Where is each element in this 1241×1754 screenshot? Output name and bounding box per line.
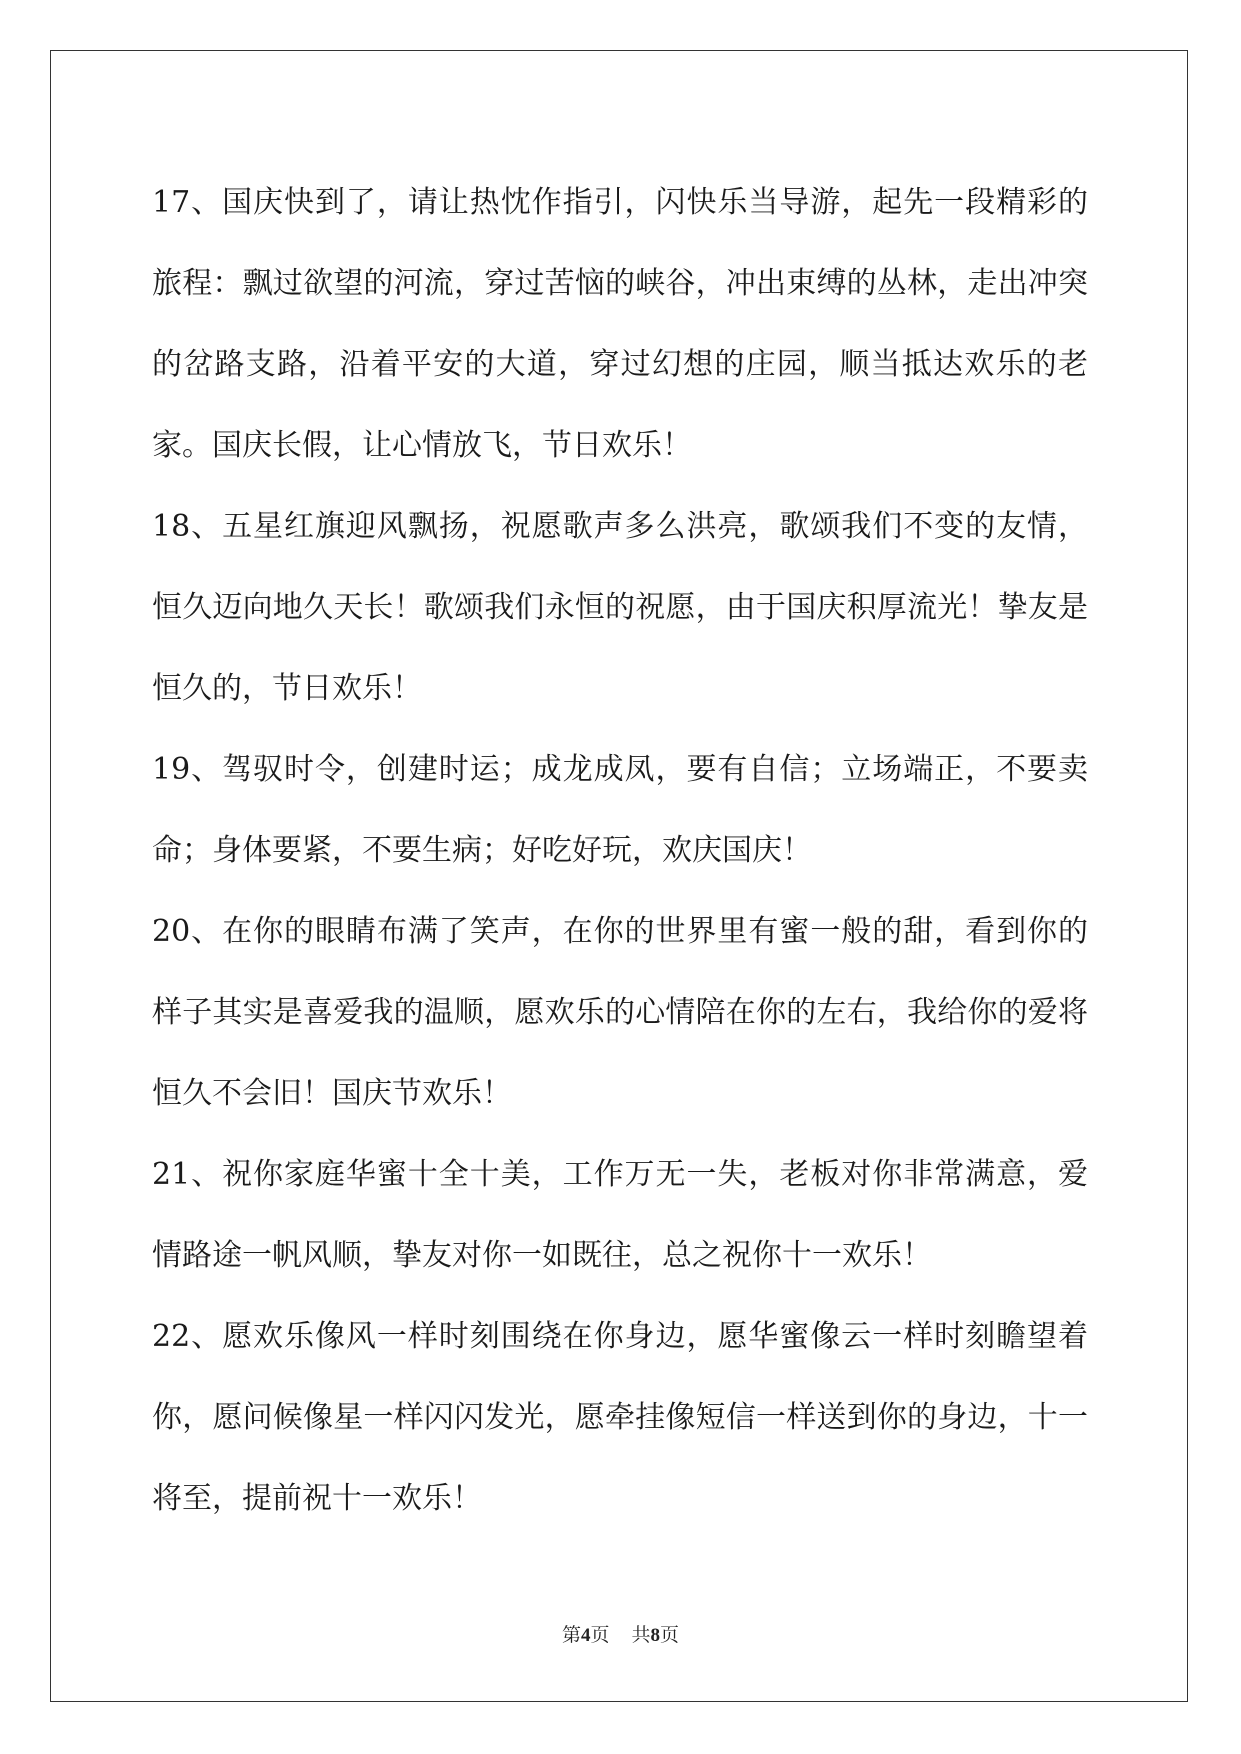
paragraph-20: 20、在你的眼睛布满了笑声，在你的世界里有蜜一般的甜，看到你的样子其实是喜爱我的温顺，愿欢乐的心情陪在你的左右，我给你的爱将恒久不会旧！国庆节欢乐！ [152,914,1088,1111]
paragraph-22: 22、愿欢乐像风一样时刻围绕在你身边，愿华蜜像云一样时刻瞻望着你，愿问候像星一样闪闪发光，愿牵挂像短信一样送到你的身边，十一将至，提前祝十一欢乐！ [152,1319,1088,1516]
paragraph-18: 18、五星红旗迎风飘扬，祝愿歌声多么洪亮，歌颂我们不变的友情，恒久迈向地久天长！歌颂我们永恒的祝愿，由于国庆积厚流光！挚友是恒久的，节日欢乐！ [152,509,1088,706]
page-footer [0,1620,1241,1647]
page-prefix: 第 [561,1624,581,1646]
paragraph-21: 21、祝你家庭华蜜十全十美，工作万无一失，老板对你非常满意，爱情路途一帆风顺，挚友对你一如既往，总之祝你十一欢乐！ [152,1157,1088,1273]
page-suffix: 页 [590,1624,610,1646]
total-suffix: 页 [660,1624,680,1646]
paragraph-17: 17、国庆快到了，请让热忱作指引，闪快乐当导游，起先一段精彩的旅程：飘过欲望的河流，穿过苦恼的峡谷，冲出束缚的丛林，走出冲突的岔路支路，沿着平安的大道，穿过幻想的庄园，顺当抵达欢乐的老家。国庆长假，让心情放飞，节日欢乐！ [152,185,1088,463]
current-page-number: 4 [580,1625,591,1646]
total-pages-number: 8 [650,1625,661,1646]
total-prefix: 共 [631,1624,651,1646]
document-body [152,162,1088,1539]
paragraph-19: 19、驾驭时令，创建时运；成龙成凤，要有自信；立场端正，不要卖命；身体要紧，不要生病；好吃好玩，欢庆国庆！ [152,752,1088,868]
